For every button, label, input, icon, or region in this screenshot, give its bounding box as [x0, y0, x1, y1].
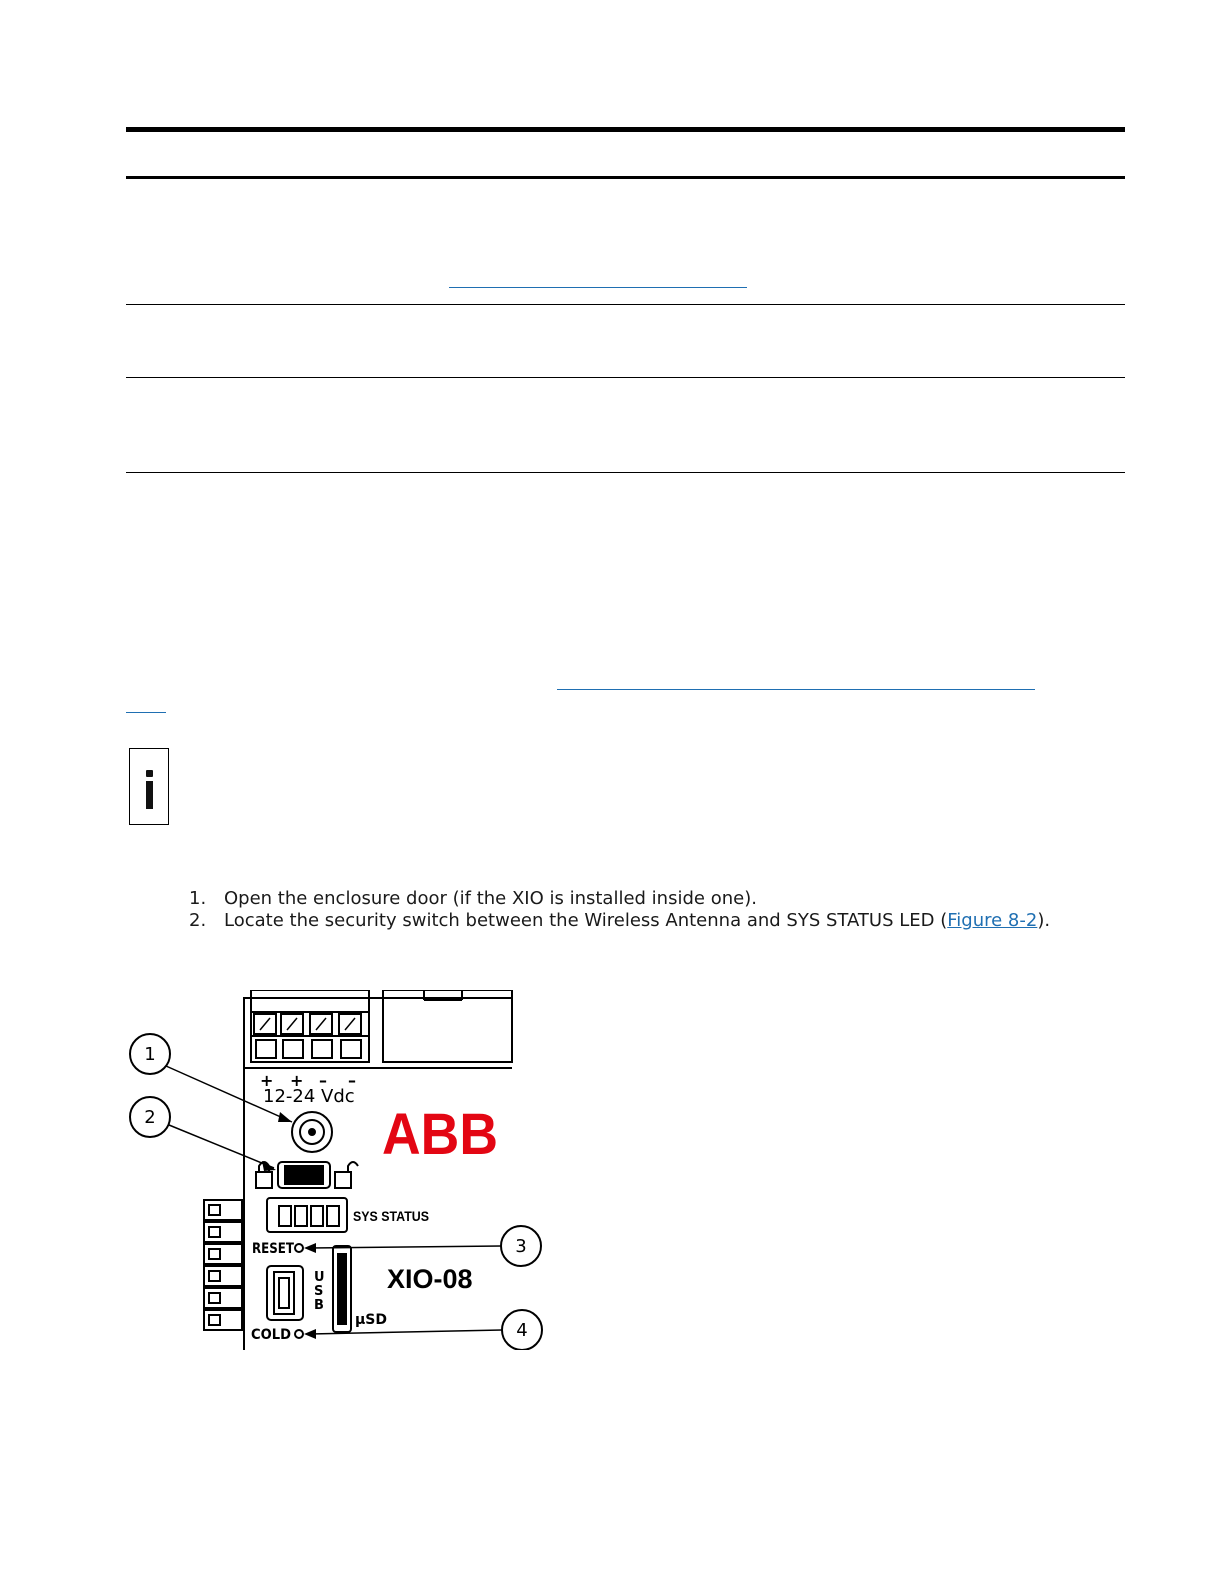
terminal-sign: – — [319, 1071, 327, 1090]
hidden-link-underline — [557, 689, 1035, 690]
info-icon-dot — [146, 770, 153, 777]
step-item — [189, 888, 1050, 910]
sys-status-label: SYS STATUS — [353, 1208, 429, 1224]
cold-button — [295, 1330, 303, 1338]
table-rule — [126, 472, 1125, 473]
device-figure — [120, 990, 550, 1350]
callout-number: 1 — [144, 1044, 156, 1065]
callout-leader — [169, 1125, 274, 1168]
usb-letter: B — [314, 1298, 324, 1313]
unlocked-padlock-icon — [335, 1172, 351, 1188]
step-text-end: ). — [1037, 910, 1051, 931]
reset-button — [295, 1244, 303, 1252]
reset-label: RESET — [252, 1241, 295, 1257]
abb-logo: ABB — [382, 1102, 498, 1167]
step-item — [189, 910, 1050, 932]
terminal-sign: + — [290, 1071, 304, 1090]
model-label: XIO-08 — [387, 1264, 473, 1294]
info-icon-stem — [146, 781, 153, 809]
usd-label: µSD — [355, 1312, 388, 1328]
hidden-link-underline — [126, 712, 166, 713]
terminal-sign: + — [260, 1071, 274, 1090]
usb-letter: S — [314, 1284, 324, 1299]
figure-link[interactable]: Figure 8-2 — [947, 910, 1038, 931]
table-rule — [126, 304, 1125, 305]
info-icon — [129, 748, 169, 825]
step-text: Open the enclosure door (if the XIO is installed inside one). — [224, 888, 757, 909]
procedure-steps — [189, 888, 1050, 932]
usb-letter: U — [314, 1270, 325, 1285]
side-connectors — [204, 1200, 242, 1330]
terminal-sign: – — [348, 1071, 356, 1090]
power-label: 12-24 Vdc — [263, 1086, 355, 1107]
locked-padlock-icon — [256, 1172, 272, 1188]
table-rule — [126, 377, 1125, 378]
callout-number: 4 — [516, 1320, 528, 1341]
callout-number: 2 — [144, 1107, 156, 1128]
step-number: 2. — [189, 910, 207, 931]
step-number: 1. — [189, 888, 207, 909]
hidden-link-underline — [449, 287, 747, 288]
header-rule — [126, 176, 1125, 179]
callout-number: 3 — [515, 1236, 527, 1257]
step-text: Locate the security switch between the Wireless Antenna and SYS STATUS LED ( — [224, 910, 948, 931]
cold-label: COLD — [251, 1327, 291, 1343]
header-rule-thick — [126, 127, 1125, 132]
usb-port — [267, 1266, 303, 1320]
